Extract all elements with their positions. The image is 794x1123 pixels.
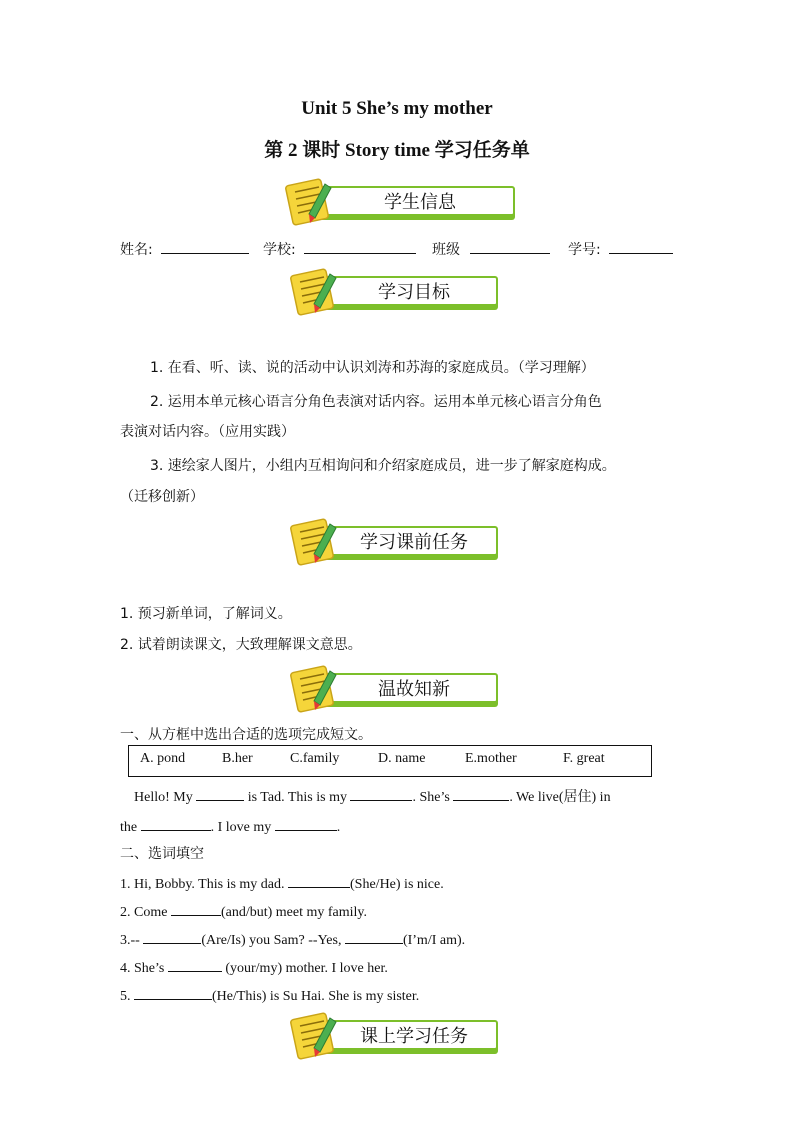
title-line-1: Unit 5 She’s my mother bbox=[301, 98, 493, 119]
section-banner-review bbox=[290, 665, 498, 705]
question-2: 2. Come (and/but) meet my family. bbox=[120, 901, 367, 923]
goal-item-2-line-2: 表演对话内容。（应用实践） bbox=[120, 424, 295, 440]
section-title: 课上学习任务 bbox=[360, 1026, 468, 1047]
passage-blank-1[interactable] bbox=[196, 786, 244, 801]
option-e: E.mother bbox=[465, 751, 517, 766]
passage-line-2: the . I love my . bbox=[120, 816, 340, 838]
pre-task-item-2: 2. 试着朗读课文，大致理解课文意思。 bbox=[120, 637, 362, 653]
class-label: 班级 bbox=[432, 242, 460, 258]
part1-heading: 一、从方框中选出合适的选项完成短文。 bbox=[120, 727, 372, 743]
option-a: A. pond bbox=[140, 751, 186, 766]
pre-task-item-1: 1. 预习新单词，了解词义。 bbox=[120, 606, 292, 622]
class-blank[interactable] bbox=[470, 239, 550, 254]
school-blank[interactable] bbox=[304, 239, 416, 254]
section-banner-goals bbox=[290, 268, 498, 308]
option-c: C.family bbox=[290, 751, 340, 766]
question-3-blank-1[interactable] bbox=[143, 929, 201, 944]
question-1-blank[interactable] bbox=[288, 873, 350, 888]
number-blank[interactable] bbox=[609, 239, 673, 254]
school-label: 学校: bbox=[263, 242, 296, 258]
section-title: 学习目标 bbox=[378, 282, 450, 303]
question-4: 4. She’s (your/my) mother. I love her. bbox=[120, 957, 388, 979]
question-2-blank[interactable] bbox=[171, 901, 221, 916]
student-name-field[interactable] bbox=[120, 239, 249, 260]
option-d: D. name bbox=[378, 751, 426, 766]
question-5-blank[interactable] bbox=[134, 985, 212, 1000]
passage-blank-3[interactable] bbox=[453, 786, 509, 801]
passage-line-1: Hello! My is Tad. This is my . She’s . We live(居住) in bbox=[134, 786, 611, 808]
question-5: 5. (He/This) is Su Hai. She is my sister. bbox=[120, 985, 419, 1007]
passage-blank-2[interactable] bbox=[350, 786, 412, 801]
goal-item-1: 1. 在看、听、读、说的活动中认识刘涛和苏海的家庭成员。（学习理解） bbox=[150, 360, 595, 376]
section-title: 学生信息 bbox=[384, 192, 456, 213]
section-banner-pre-class bbox=[290, 518, 498, 558]
section-banner-in-class bbox=[290, 1012, 498, 1052]
number-label: 学号: bbox=[568, 242, 601, 258]
student-class-field[interactable] bbox=[432, 239, 550, 260]
part2-heading: 二、选词填空 bbox=[120, 846, 204, 862]
student-school-field[interactable] bbox=[263, 239, 416, 260]
name-blank[interactable] bbox=[161, 239, 249, 254]
option-f: F. great bbox=[563, 751, 605, 766]
passage-blank-5[interactable] bbox=[275, 816, 337, 831]
goal-item-3-line-1: 3. 速绘家人图片，小组内互相询问和介绍家庭成员，进一步了解家庭构成。 bbox=[150, 458, 616, 474]
passage-blank-4[interactable] bbox=[141, 816, 211, 831]
section-title: 温故知新 bbox=[378, 679, 450, 700]
goal-item-3-line-2: （迁移创新） bbox=[120, 489, 204, 505]
option-b: B.her bbox=[222, 751, 253, 766]
section-banner-student-info bbox=[285, 178, 515, 218]
student-number-field[interactable] bbox=[568, 239, 673, 260]
goal-item-2-line-1: 2. 运用本单元核心语言分角色表演对话内容。运用本单元核心语言分角色 bbox=[150, 394, 602, 410]
name-label: 姓名: bbox=[120, 242, 153, 258]
question-4-blank[interactable] bbox=[168, 957, 222, 972]
question-3: 3.-- (Are/Is) you Sam? --Yes, (I’m/I am). bbox=[120, 929, 465, 951]
question-3-blank-2[interactable] bbox=[345, 929, 403, 944]
title-line-2: 第 2 课时 Story time 学习任务单 bbox=[264, 140, 530, 161]
question-1: 1. Hi, Bobby. This is my dad. (She/He) is nice. bbox=[120, 873, 444, 895]
section-title: 学习课前任务 bbox=[360, 532, 468, 553]
